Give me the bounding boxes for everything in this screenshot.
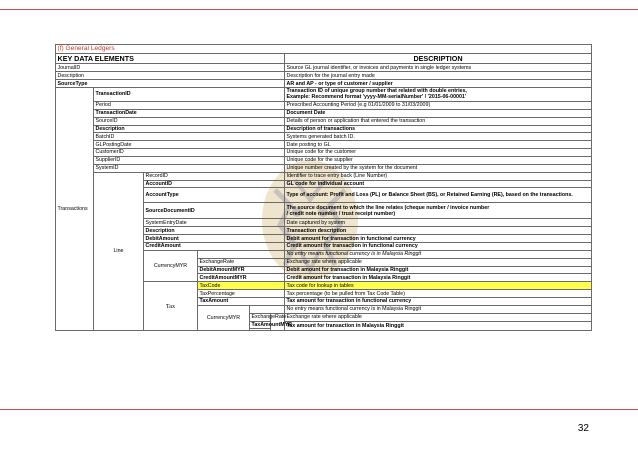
table-row: SourceType AR and AP - or type of customer / supplier xyxy=(56,80,592,88)
general-ledger-table xyxy=(55,44,592,331)
table-row: TaxAmount Tax amount for transaction in functional currency xyxy=(56,297,592,305)
table-row: DebitAmountMYR Debit amount for transaction in Malaysia Ringgit xyxy=(56,266,592,274)
table-row: AccountType Type of account: Profit and Loss (PL) or Balance Sheet (BS), or Retained Earning (RE), based on the transactions. xyxy=(56,188,592,203)
table-row: ExchangeRate Exchange rate where applicable xyxy=(56,258,592,266)
table-row: SystemID Unique number created by the system for the document xyxy=(56,164,592,172)
table-row: TaxPercentage Tax percentage (to be pulled from Tax Code Table) xyxy=(56,290,592,298)
group-tax-currency-myr: CurrencyMYR xyxy=(198,305,250,330)
table-row: DebitAmount Debit amount for transaction in functional currency xyxy=(56,235,592,243)
group-transactions: Transactions xyxy=(56,88,94,331)
table-row: SupplierID Unique code for the supplier xyxy=(56,156,592,164)
table-row: ExchangeRate Exchange rate where applicable xyxy=(56,313,592,321)
top-red-rule xyxy=(0,9,638,10)
table-row: JournalID Source GL journal identifier, or invoices and payments in single ledger systems xyxy=(56,64,592,72)
table-row: Line RecordID Identifier to trace entry back (Line Number) xyxy=(56,172,592,180)
table-row: SourceID Details of person or application that entered the transaction xyxy=(56,117,592,125)
table-row: CurrencyMYR No entry means functional currency is in Malaysia Ringgit xyxy=(56,305,592,313)
table-row: Description Description for the journal entry made xyxy=(56,72,592,80)
table-row: Transactions TransactionID Transaction ID of unique group number that related with double entries, Example: Recommend format 'yyyy-MM-serialNumber' / '2015-06-00001' xyxy=(56,88,592,102)
header-key-data-elements: KEY DATA ELEMENTS xyxy=(56,54,285,64)
table-row: Tax TaxCode Tax code for lookup in tables xyxy=(56,282,592,290)
table-row: Description Transaction description xyxy=(56,227,592,235)
table-row: AccountID GL code for individual account xyxy=(56,180,592,188)
table-row: CurrencyMYR No entry means functional currency is in Malaysia Ringgit xyxy=(56,250,592,258)
group-currency-myr: CurrencyMYR xyxy=(144,250,198,281)
table-row: Period Prescribed Accounting Period (e.g 01/01/2009 to 31/03/2009) xyxy=(56,101,592,109)
table-row: GLPostingDate Date posting to GL xyxy=(56,141,592,149)
table-row: Description Description of transactions xyxy=(56,125,592,133)
page-number: 32 xyxy=(577,423,589,434)
table-row: SourceDocumentID The source document to which the line relates (cheque number / invoice number / credit note number / trust receipt number) xyxy=(56,203,592,219)
group-tax: Tax xyxy=(144,282,198,331)
table-row: CreditAmount Credit amount for transaction in functional currency xyxy=(56,242,592,250)
header-description: DESCRIPTION xyxy=(285,54,592,64)
group-line: Line xyxy=(94,172,144,331)
table-row: CreditAmountMYR Credit amount for transaction in Malaysia Ringgit xyxy=(56,274,592,282)
table-row: BatchID Systems generated batch ID. xyxy=(56,133,592,141)
bottom-red-rule xyxy=(0,409,638,410)
table-row: CustomerID Unique code for the customer xyxy=(56,149,592,157)
section-title: (f) General Ledgers xyxy=(56,45,592,54)
table-row: SystemEntryDate Date captured by system xyxy=(56,219,592,227)
table-row: TransactionDate Document Date xyxy=(56,109,592,117)
table-row: TaxAmountMYR Tax amount for transaction in Malaysia Ringgit xyxy=(56,321,592,329)
